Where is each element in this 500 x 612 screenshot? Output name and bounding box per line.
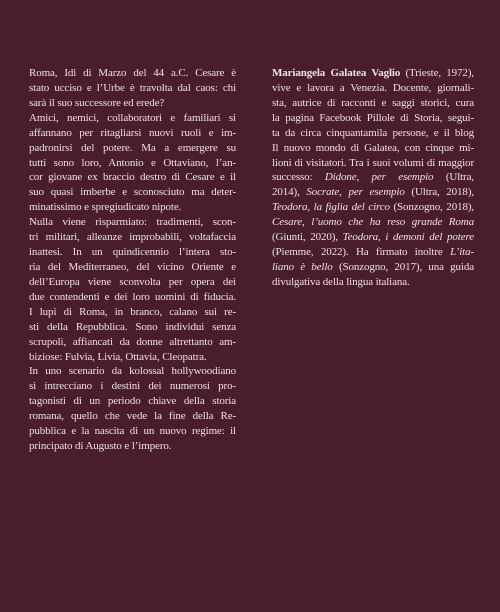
author-bio-line bbox=[272, 275, 474, 290]
synopsis-line: cor giovane ex braccio destro di Cesare e il bbox=[29, 171, 236, 184]
author-bio-line bbox=[272, 170, 474, 185]
synopsis-line: Roma, Idi di Marzo del 44 a.C. Cesare è bbox=[29, 67, 236, 79]
author-bio-line bbox=[272, 200, 474, 215]
author-bio-line bbox=[272, 111, 474, 126]
synopsis-line: affannano per ritagliarsi nuovi ruoli e im- bbox=[29, 126, 236, 139]
synopsis-line: stato ucciso e l’Urbe è travolta dal caos: chi bbox=[29, 81, 236, 94]
author-bio-line bbox=[272, 96, 474, 111]
bio-text: 2014), bbox=[272, 186, 307, 199]
synopsis-line: ria del Mediterraneo, del vicino Oriente e bbox=[29, 260, 236, 273]
synopsis-line: dell’Europa viene sconvolta per opera dei bbox=[29, 275, 236, 288]
synopsis bbox=[29, 66, 236, 454]
synopsis-line: principato di Augusto e l’impero. bbox=[29, 440, 172, 453]
author-name: Mariangela Galatea Vaglio bbox=[272, 67, 401, 79]
book-title: Didone, per esempio bbox=[324, 171, 434, 184]
synopsis-line: minatissimo e spregiudicato nipote. bbox=[29, 201, 182, 214]
author-bio-line bbox=[272, 141, 474, 156]
synopsis-line: tagonisti di un periodo chiave della storia bbox=[29, 395, 236, 408]
synopsis-line: si intrecciano i destini dei numerosi pro- bbox=[29, 380, 236, 393]
author-bio-line bbox=[272, 185, 474, 200]
author-bio-line bbox=[272, 245, 474, 260]
author-bio-line bbox=[272, 81, 474, 96]
author-bio-line bbox=[272, 66, 474, 81]
bio-text: divulgativa della lingua italiana. bbox=[272, 275, 410, 288]
synopsis-line: I lupi di Roma, in branco, calano sui re- bbox=[29, 305, 236, 318]
synopsis-line: sarà il suo successore ed erede? bbox=[29, 96, 165, 109]
synopsis-line: tutti sono loro, Antonio e Ottaviano, l’an- bbox=[29, 156, 236, 169]
synopsis-line: inattesi. In un quindicennio l’intera sto- bbox=[29, 246, 236, 259]
author-bio bbox=[272, 66, 474, 290]
author-bio-line bbox=[272, 230, 474, 245]
synopsis-paragraph bbox=[29, 111, 236, 215]
synopsis-paragraph bbox=[29, 364, 236, 454]
bio-text: (Piemme, 2022). Ha firmato inoltre bbox=[272, 246, 451, 259]
book-title: Teodora, i demoni del potere bbox=[342, 231, 474, 244]
synopsis-line: tri militari, alleanze improbabili, voltafaccia bbox=[29, 231, 236, 244]
bio-text: (Trieste, 1972), bbox=[400, 67, 474, 79]
bio-text: (Giunti, 2020), bbox=[272, 231, 343, 244]
bio-text: ta da circa cinquantamila persone, e il blog bbox=[272, 126, 474, 139]
synopsis-line: In uno scenario da kolossal hollywoodiano bbox=[29, 365, 236, 378]
synopsis-paragraph bbox=[29, 305, 236, 365]
synopsis-line: pubblica e la nascita di un nuovo regime: il bbox=[29, 425, 236, 438]
author-bio-line bbox=[272, 126, 474, 141]
bio-text: (Ultra, 2018), bbox=[404, 186, 474, 199]
bio-text: vive e lavora a Venezia. Docente, giornali- bbox=[272, 81, 474, 94]
bio-text: (Sonzogno, 2018), bbox=[389, 201, 475, 214]
synopsis-line: romana, quello che vede la fine della Re- bbox=[29, 410, 236, 423]
synopsis-line: biziose: Fulvia, Livia, Ottavia, Cleopatra. bbox=[29, 350, 207, 363]
book-title: Socrate, per esempio bbox=[306, 186, 405, 199]
bio-text: (Ultra, bbox=[433, 171, 474, 184]
author-bio-line bbox=[272, 156, 474, 171]
book-title: Teodora, la figlia del circo bbox=[272, 201, 390, 214]
author-bio-line bbox=[272, 260, 474, 275]
author-bio-line bbox=[272, 215, 474, 230]
book-title: Cesare, l’uomo che ha reso grande Roma bbox=[272, 216, 474, 229]
bio-text: Il nuovo mondo di Galatea, con cinque mi- bbox=[272, 141, 474, 154]
synopsis-line: due contendenti e dei loro uomini di fiducia. bbox=[29, 290, 236, 303]
book-title: L’ita- bbox=[450, 246, 474, 259]
synopsis-line: sti della Repubblica. Sono individui senza bbox=[29, 320, 236, 333]
synopsis-line: scrupoli, affiancati da donne altrettanto am- bbox=[29, 335, 236, 348]
book-title: liano è bello bbox=[272, 260, 333, 273]
bio-text: successo: bbox=[272, 171, 325, 184]
bio-text: sta, autrice di racconti e saggi storici, cura bbox=[272, 96, 474, 109]
synopsis-line: suo quasi imberbe e sconosciuto ma deter- bbox=[29, 186, 236, 199]
synopsis-line: padronirsi del potere. Ma a emergere su bbox=[29, 141, 236, 154]
bio-text: la pagina Facebook Pillole di Storia, segui- bbox=[272, 111, 474, 124]
synopsis-paragraph bbox=[29, 215, 236, 305]
bio-text: lioni di visitatori. Tra i suoi volumi di maggior bbox=[272, 156, 474, 169]
bio-text: (Sonzogno, 2017), una guida bbox=[332, 260, 474, 273]
synopsis-line: Amici, nemici, collaboratori e familiari si bbox=[29, 111, 236, 124]
synopsis-line: Nulla viene risparmiato: tradimenti, scon- bbox=[29, 216, 236, 229]
synopsis-paragraph bbox=[29, 66, 236, 111]
